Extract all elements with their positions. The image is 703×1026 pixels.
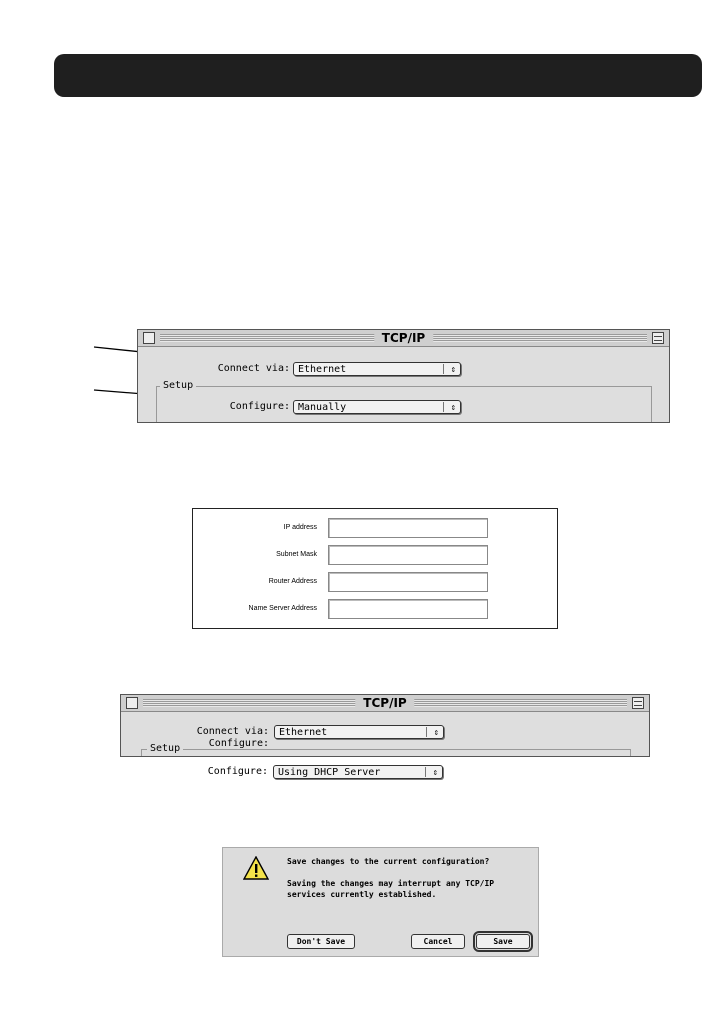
close-box-icon[interactable] bbox=[143, 332, 155, 344]
connect-via-popup[interactable] bbox=[293, 362, 461, 376]
close-box-icon[interactable] bbox=[126, 697, 138, 709]
alert-heading: Save changes to the current configuration? bbox=[287, 857, 490, 866]
warning-icon bbox=[243, 856, 269, 880]
connect-via-value: Ethernet bbox=[279, 727, 328, 738]
router-address-field[interactable] bbox=[328, 572, 488, 592]
name-server-address-field[interactable] bbox=[328, 599, 488, 619]
zoom-box-icon[interactable] bbox=[652, 332, 664, 344]
popup-arrows-icon: ⇕ bbox=[433, 728, 439, 738]
connect-via-label: Connect via: bbox=[196, 726, 269, 737]
alert-message-line-2: services currently established. bbox=[287, 890, 437, 899]
connect-via-value: Ethernet bbox=[298, 364, 347, 375]
window-title: TCP/IP bbox=[374, 330, 433, 346]
configure-popup[interactable] bbox=[293, 400, 461, 414]
alert-message-line-1: Saving the changes may interrupt any TCP/IP bbox=[287, 879, 495, 888]
ip-address-field[interactable] bbox=[328, 518, 488, 538]
connect-via-label: Connect via: bbox=[217, 363, 290, 374]
subnet-mask-field[interactable] bbox=[328, 545, 488, 565]
zoom-box-icon[interactable] bbox=[632, 697, 644, 709]
configure-label-dhcp: Configure: bbox=[207, 766, 268, 777]
ip-address-label: IP address bbox=[283, 524, 317, 531]
setup-label: Setup bbox=[147, 743, 183, 755]
save-button[interactable]: Save bbox=[476, 934, 530, 949]
popup-arrows-icon: ⇕ bbox=[450, 365, 456, 375]
window-title: TCP/IP bbox=[355, 695, 414, 711]
setup-label: Setup bbox=[160, 380, 196, 392]
tcpip-window-manual bbox=[137, 329, 670, 423]
subnet-mask-label: Subnet Mask bbox=[276, 551, 317, 558]
name-server-address-label: Name Server Address bbox=[248, 605, 317, 612]
window-titlebar[interactable] bbox=[138, 330, 669, 347]
router-address-label: Router Address bbox=[268, 578, 317, 585]
configure-label: Configure: bbox=[208, 738, 269, 749]
popup-arrows-icon: ⇕ bbox=[432, 768, 438, 778]
address-form-panel bbox=[192, 508, 558, 629]
cancel-button[interactable]: Cancel bbox=[411, 934, 465, 949]
connect-via-popup[interactable] bbox=[274, 725, 444, 739]
popup-arrows-icon: ⇕ bbox=[450, 403, 456, 413]
configure-value-dhcp: Using DHCP Server bbox=[278, 767, 381, 778]
save-changes-alert bbox=[222, 847, 539, 957]
configure-popup-dhcp[interactable] bbox=[273, 765, 443, 779]
tcpip-window-dhcp bbox=[120, 694, 650, 757]
window-titlebar[interactable] bbox=[121, 695, 649, 712]
dont-save-button[interactable]: Don't Save bbox=[287, 934, 355, 949]
configure-label: Configure: bbox=[229, 401, 290, 412]
configure-value: Manually bbox=[298, 402, 347, 413]
